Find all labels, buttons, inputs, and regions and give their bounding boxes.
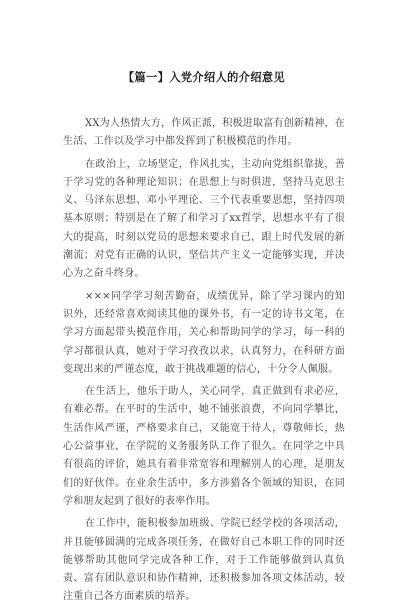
document-body <box>63 115 345 611</box>
paragraph-life: 在生活上，他乐于助人，关心同学，真正做到有求必应，有难必帮。在平时的生活中，她不铺张浪费，不向同学攀比，生活作风严谨，严格要求自己，又能宽于待人，尊敬师长，热心公益事业，在学院的义务服务队工作了很久。在同学之中具有很高的评价，她具有着非常宽容和理解别人的心理，是朋友们的好伙伴。在业余生活中，多方涉猎各个领域的知识，在同学和朋友起到了很好的表率作用。 <box>63 386 345 507</box>
paragraph-intro: XX为人热情大方，作风正派，积极进取富有创新精神，在生活、工作以及学习中都发挥到了积极模范的作用。 <box>63 118 345 148</box>
paragraph-politics: 在政治上，立场坚定，作风扎实，主动向党组织靠拢，善于学习党的各种理论知识；在思想上与时俱进，坚持马克思主义、马泽东思想、邓小平理论、三个代表重要思想，坚持四项基本原则；特别是在了解了和学习了xx哲学，思想水平有了很大的提高，时刻以党员的思想来要求自己，跟上时代发展的新潮流；对党有正确的认识，坚信共产主义一定能够实现，并决心为之奋斗终身。 <box>63 158 345 280</box>
paragraph-study: ×××同学学习刻苦勤奋，成绩优异，除了学习课内的知识外，还经常喜欢阅读其他的课外书，有一定的诗书文笔，在学习方面起带头模范作用，关心和帮助同学的学习，每一科的学习都很认真，她对于学习孜孜以求，认真努力，在科研方面变现出来的严谨态度，敢于挑战难题的信心，十分令人佩服。 <box>63 290 345 375</box>
document-title: 【篇一】入党介绍人的介绍意见 <box>122 71 286 84</box>
paragraph-work: 在工作中，能积极参加班级、学院已经学校的各项活动，并且能够圆满的完成各项任务，在做好自己本职工作的同时还能够帮助其他同学完成各种工作，对于工作能够做到认真负责、富有团队意识和协作精神，还积极参加各项文体活动，较注重自己各方面素质的培养。 <box>63 518 345 603</box>
